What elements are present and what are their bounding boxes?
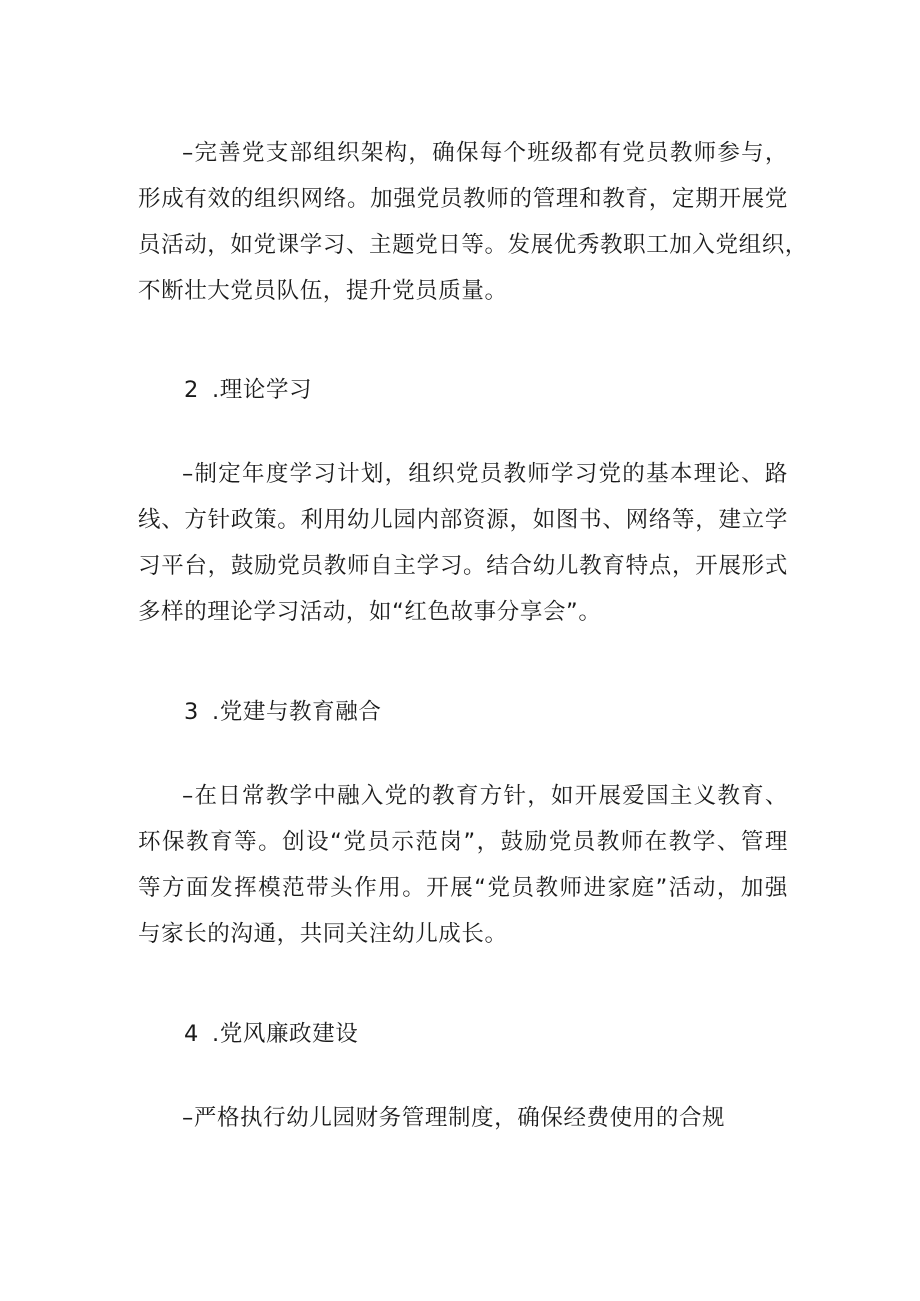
text-line: 不断壮大党员队伍，提升党员质量。 — [138, 278, 508, 304]
section-heading-integrity — [184, 1011, 358, 1057]
text-line: –完善党支部组织架构，确保每个班级都有党员教师参与， — [182, 140, 788, 166]
section-number: 3 — [184, 699, 199, 725]
section-heading-party-education — [184, 689, 381, 735]
paragraph-integrity — [138, 1095, 788, 1141]
section-heading-theory-study — [184, 367, 312, 413]
section-number: 2 — [184, 377, 199, 403]
text-line: 员活动，如党课学习、主题党日等。发展优秀教职工加入党组织， — [138, 232, 808, 258]
text-line: 线、方针政策。利用幼儿园内部资源，如图书、网络等，建立学 — [138, 507, 788, 533]
paragraph-theory-study — [138, 451, 788, 635]
text-line: 等方面发挥模范带头作用。开展“党员教师进家庭”活动，加强 — [138, 875, 788, 901]
text-line: –制定年度学习计划，组织党员教师学习党的基本理论、路 — [182, 461, 788, 487]
text-line: –严格执行幼儿园财务管理制度，确保经费使用的合规 — [182, 1105, 726, 1131]
text-line: 环保教育等。创设“党员示范岗”，鼓励党员教师在教学、管理 — [138, 829, 788, 855]
paragraph-party-branch — [138, 130, 808, 314]
text-line: –在日常教学中融入党的教育方针，如开展爱国主义教育、 — [182, 783, 788, 809]
text-line: 与家长的沟通，共同关注幼儿成长。 — [138, 921, 508, 947]
section-title: .党风廉政建设 — [212, 1021, 359, 1047]
text-line: 多样的理论学习活动，如“红色故事分享会”。 — [138, 599, 602, 625]
text-line: 形成有效的组织网络。加强党员教师的管理和教育，定期开展党 — [138, 186, 788, 212]
paragraph-party-education — [138, 773, 788, 957]
section-title: .党建与教育融合 — [212, 699, 382, 725]
section-number: 4 — [184, 1021, 199, 1047]
section-title: .理论学习 — [212, 377, 313, 403]
text-line: 习平台，鼓励党员教师自主学习。结合幼儿教育特点，开展形式 — [138, 553, 788, 579]
